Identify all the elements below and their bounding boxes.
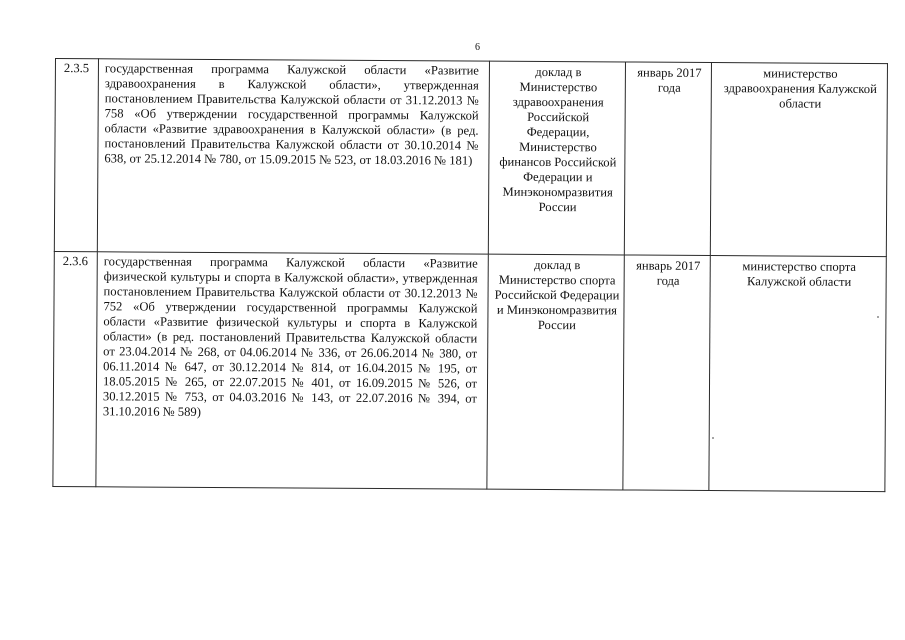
deadline: январь 2017 года: [636, 258, 701, 288]
responsible-cell: [709, 256, 886, 492]
scan-speck: [877, 316, 879, 318]
program-description: государственная программа Калужской области «Развитие физической культуры и спорта в Калужской области», утвержденная постановлением Правительства Калужской области от 30.12.2013 № 752 «Об утверждении государственной программы Калужской области «Развитие физической культуры и спорта в Калужской области» (в ред. постановлений Правительства Калужской области от 23.04.2014 № 268, от 04.06.2014 № 336, от 26.06.2014 № 380, от 06.11.2014 № 647, от 30.12.2014 № 814, от 16.04.2015 № 195, от 18.05.2015 № 265, от 22.07.2015 № 401, от 16.09.2015 № 526, от 30.12.2015 № 753, от 04.03.2016 № 143, от 22.07.2016 № 394, от 31.10.2016 № 589): [96, 252, 488, 489]
report-form-cell: [488, 61, 625, 255]
report-form: доклад в Министерство здравоохранения Российской Федерации, Министерство финансов Российской Федерации и Минэкономразвития России: [499, 64, 617, 215]
table-row: [54, 59, 887, 257]
table-row: [53, 251, 886, 491]
scan-speck: [712, 437, 714, 439]
report-form: доклад в Министерство спорта Российской Федерации и Минэкономразвития России: [494, 257, 620, 333]
program-description: государственная программа Калужской области «Развитие здравоохранения в Калужской области», утвержденная постановлением Правительства Калужской области от 31.12.2013 № 758 «Об утверждении государственной программы Калужской области «Развитие здравоохранения в Калужской области» (в ред. постановлений Правительства Калужской области от 30.10.2014 № 638, от 25.12.2014 № 780, от 15.09.2015 № 523, от 18.03.2016 № 181): [97, 59, 489, 254]
page-number: 6: [475, 42, 480, 53]
responsible-body: министерство спорта Калужской области: [742, 259, 857, 289]
responsible-body: министерство здравоохранения Калужской области: [723, 66, 877, 111]
responsible-cell: [710, 63, 887, 257]
row-number: 2.3.5: [54, 59, 98, 252]
row-number: 2.3.6: [53, 251, 97, 486]
plan-table: [52, 58, 888, 492]
deadline: январь 2017 года: [637, 65, 702, 95]
deadline-cell: [623, 255, 710, 491]
deadline-cell: [624, 62, 711, 256]
report-form-cell: [487, 254, 624, 490]
